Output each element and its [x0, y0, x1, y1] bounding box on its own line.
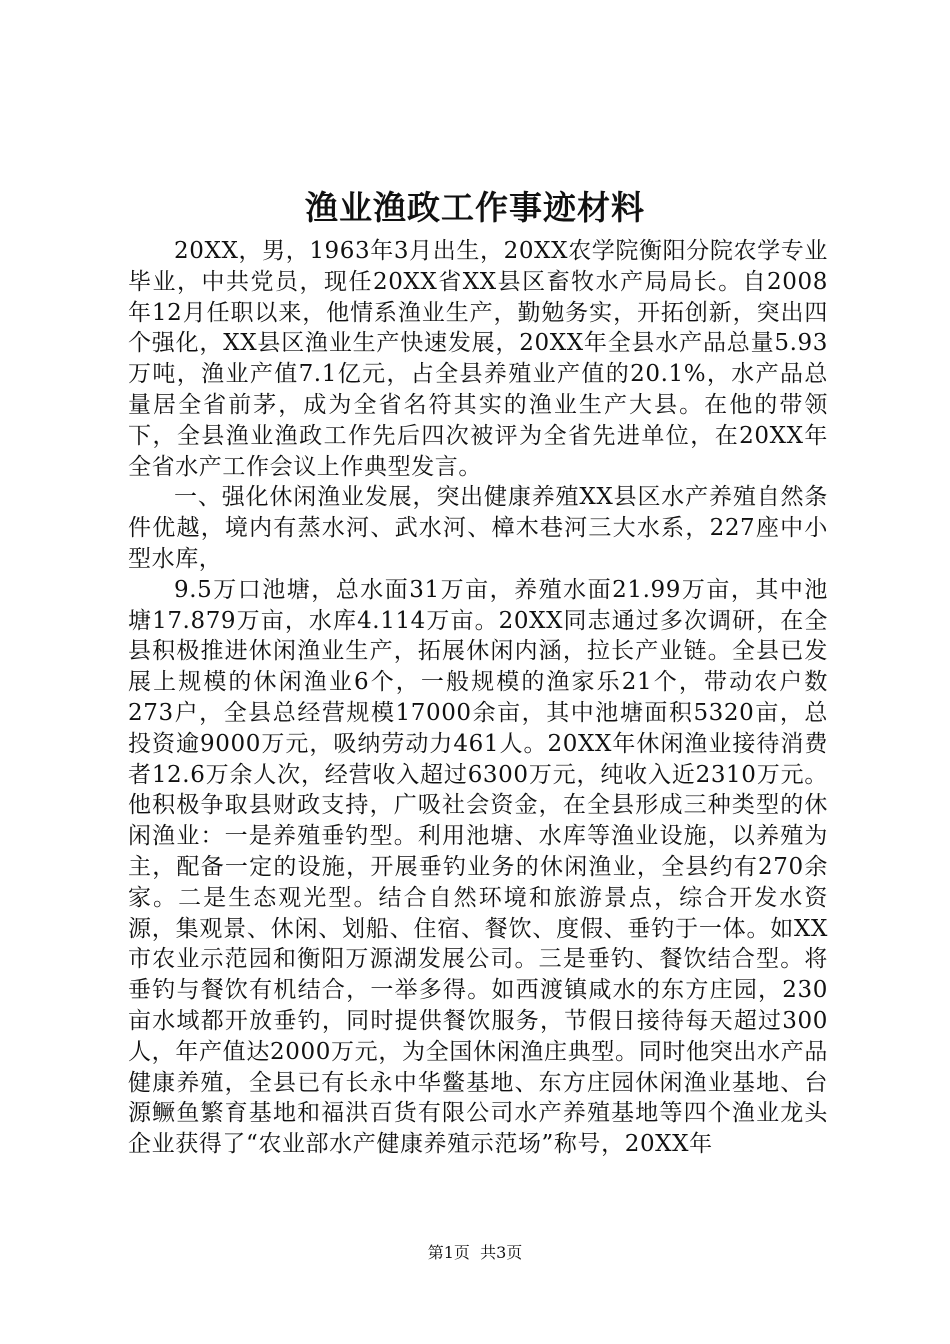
paragraph-section-one: 一、强化休闲渔业发展，突出健康养殖XX县区水产养殖自然条件优越，境内有蒸水河、武水河、樟木巷河三大水系，227座中小型水库， [128, 484, 828, 572]
page-footer [0, 1243, 950, 1263]
page-total: 共3页 [480, 1243, 523, 1262]
document-title: 渔业渔政工作事迹材料 [305, 188, 645, 227]
footer-spacer [470, 1243, 480, 1262]
paragraph-intro: 20XX，男，1963年3月出生，20XX农学院衡阳分院农学专业毕业，中共党员，现任20XX省XX县区畜牧水产局局长。自2008年12月任职以来，他情系渔业生产，勤勉务实，开拓创新，突出四个强化，XX县区渔业生产快速发展，20XX年全县水产品总量5.93万吨，渔业产值7.1亿元，占全县养殖业产值的20.1%，水产品总量居全省前茅，成为全省名符其实的渔业生产大县。在他的带领下，全县渔业渔政工作先后四次被评为全省先进单位，在20XX年全省水产工作会议上作典型发言。 [128, 238, 828, 480]
page-number: 第1页 [427, 1243, 470, 1262]
paragraph-leisure-fishery: 9.5万口池塘，总水面31万亩，养殖水面21.99万亩，其中池塘17.879万亩，水库4.114万亩。20XX同志通过多次调研，在全县积极推进休闲渔业生产，拓展休闲内涵，拉长产业链。全县已发展上规模的休闲渔业6个，一般规模的渔家乐21个，带动农户数273户，全县总经营规模17000余亩，其中池塘面积5320亩，总投资逾9000万元，吸纳劳动力461人。20XX年休闲渔业接待消费者12.6万余人次，经营收入超过6300万元，纯收入近2310万元。他积极争取县财政支持，广吸社会资金，在全县形成三种类型的休闲渔业：一是养殖垂钓型。利用池塘、水库等渔业设施，以养殖为主，配备一定的设施，开展垂钓业务的休闲渔业，全县约有270余家。二是生态观光型。结合自然环境和旅游景点，综合开发水资源，集观景、休闲、划船、住宿、餐饮、度假、垂钓于一体。如XX市农业示范园和衡阳万源湖发展公司。三是垂钓、餐饮结合型。将垂钓与餐饮有机结合，一举多得。如西渡镇咸水的东方庄园，230亩水域都开放垂钓，同时提供餐饮服务，节假日接待每天超过300人，年产值达2000万元，为全国休闲渔庄典型。同时他突出水产品健康养殖，全县已有长永中华鳖基地、东方庄园休闲渔业基地、台源鳜鱼繁育基地和福洪百货有限公司水产养殖基地等四个渔业龙头企业获得了“农业部水产健康养殖示范场”称号，20XX年 [128, 576, 828, 1158]
document-body [128, 236, 828, 1160]
